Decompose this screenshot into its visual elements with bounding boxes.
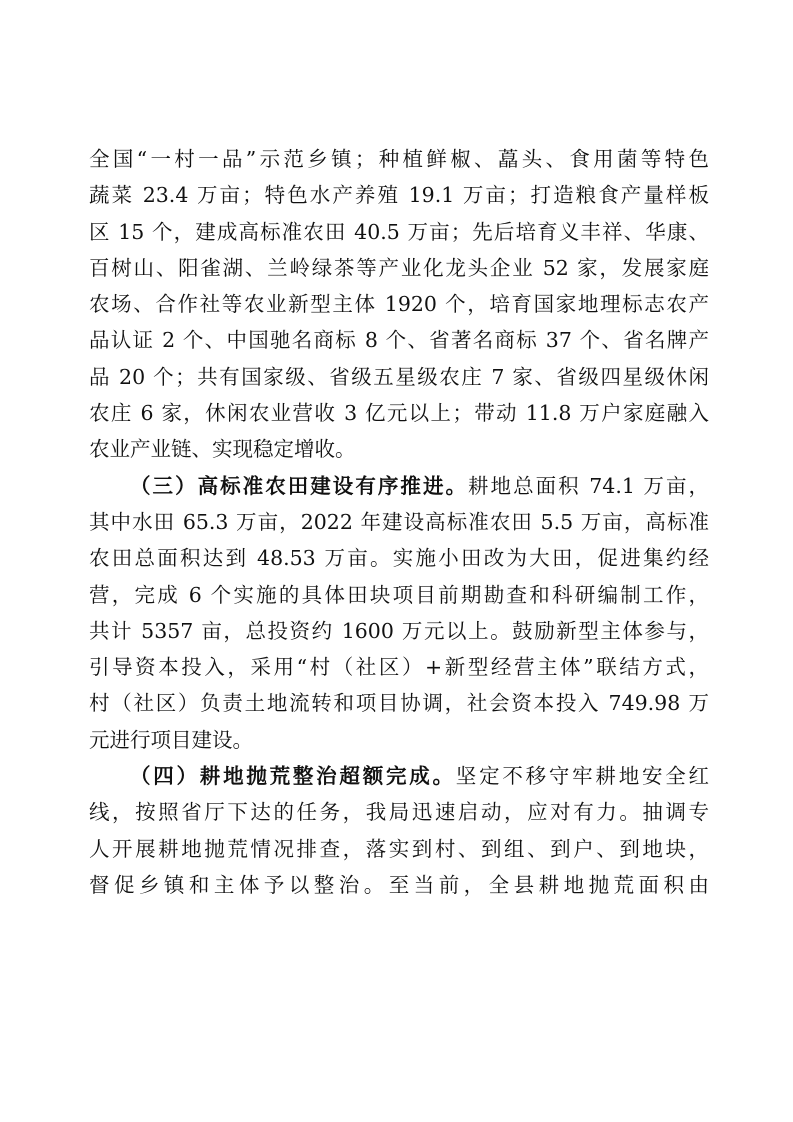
text-line: 元进行项目建设。 (89, 727, 253, 752)
paragraph-1 (89, 141, 709, 468)
text-line: 农庄 6 家，休闲农业营收 3 亿元以上；带动 11.8 万户家庭融入 (89, 401, 709, 426)
text-span: 坚定不移守牢耕地安全红 (455, 764, 709, 789)
section-heading: （四）耕地抛荒整治超额完成。 (130, 764, 456, 789)
text-line: 线，按照省厅下达的任务，我局迅速启动，应对有力。抽调专 (89, 800, 709, 825)
text-line (89, 468, 709, 504)
text-line: 引导资本投入，采用“村（社区）+新型经营主体”联结方式， (89, 655, 709, 680)
text-line: 品认证 2 个、中国驰名商标 8 个、省著名商标 37 个、省名牌产 (89, 328, 709, 353)
text-line: 全国“一村一品”示范乡镇；种植鲜椒、藠头、食用菌等特色 (89, 147, 709, 171)
text-line: 蔬菜 23.4 万亩；特色水产养殖 19.1 万亩；打造粮食产量样板 (89, 183, 709, 208)
text-line: 农业产业链、实现稳定增收。 (89, 437, 356, 462)
text-line: 村（社区）负责土地流转和项目协调，社会资本投入 749.98 万 (89, 691, 709, 716)
text-line: 督促乡镇和主体予以整治。至当前，全县耕地抛荒面积由 (89, 872, 709, 897)
document-body (89, 141, 709, 903)
paragraph-3 (89, 758, 709, 903)
text-line: 农场、合作社等农业新型主体 1920 个，培育国家地理标志农产 (89, 292, 709, 317)
paragraph-2 (89, 468, 709, 758)
text-line: 人开展耕地抛荒情况排查，落实到村、到组、到户、到地块， (89, 836, 709, 861)
text-line (89, 758, 709, 794)
text-span: 耕地总面积 74.1 万亩， (468, 473, 709, 498)
text-line: 百树山、阳雀湖、兰岭绿茶等产业化龙头企业 52 家，发展家庭 (89, 255, 709, 280)
text-line: 农田总面积达到 48.53 万亩。实施小田改为大田，促进集约经 (89, 546, 709, 571)
section-heading: （三）高标准农田建设有序推进。 (130, 473, 469, 498)
text-line: 共计 5357 亩，总投资约 1600 万元以上。鼓励新型主体参与， (89, 618, 709, 643)
text-line: 区 15 个，建成高标准农田 40.5 万亩；先后培育义丰祥、华康、 (89, 219, 709, 244)
text-line: 品 20 个；共有国家级、省级五星级农庄 7 家、省级四星级休闲 (89, 364, 709, 389)
text-line: 营，完成 6 个实施的具体田块项目前期勘查和科研编制工作， (89, 582, 709, 607)
text-line: 其中水田 65.3 万亩，2022 年建设高标准农田 5.5 万亩，高标准 (89, 509, 709, 534)
